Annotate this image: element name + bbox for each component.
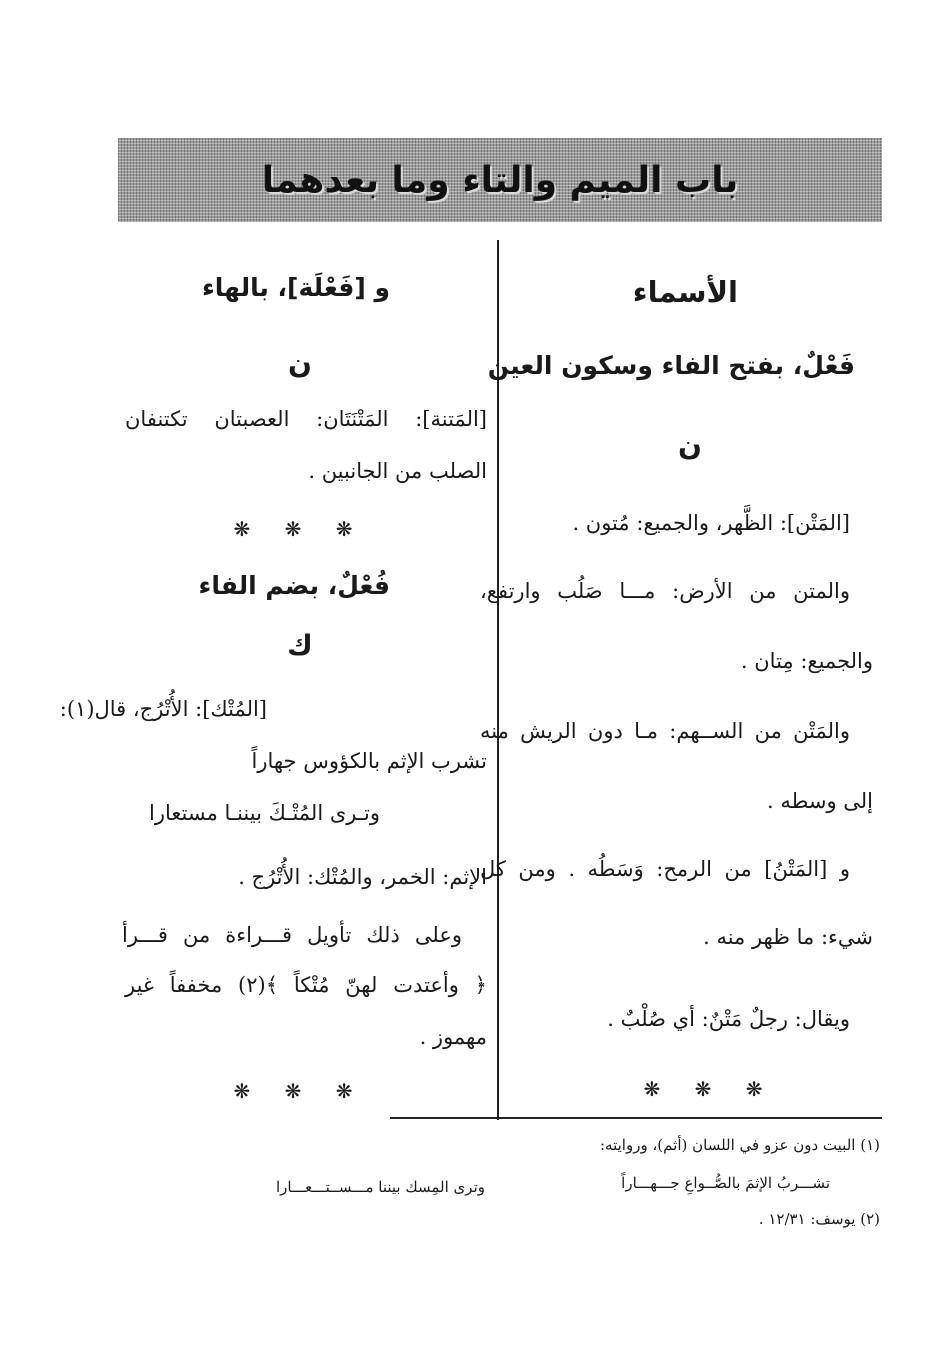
- chapter-banner: [118, 138, 882, 222]
- pattern-heading: فُعْلٌ، بضم الفاء: [198, 571, 390, 600]
- verse-line: تشرب الإثم بالكؤوس جهاراً: [251, 749, 487, 773]
- footnote: (٢) يوسف: ١٢/٣١ .: [758, 1210, 880, 1228]
- verse-line: وتـرى المُتْـكَ بيننـا مستعارا: [149, 801, 380, 825]
- entry-line: والمَتْن من الســهم: مـا دون الريش منه: [480, 719, 850, 743]
- entry-line: الصلب من الجانبين .: [308, 459, 487, 483]
- entry-line: [المُتْك]: الأُتْرُج، قال(١):: [59, 697, 267, 721]
- section-separator: ❋ ❋ ❋: [643, 1077, 777, 1101]
- entry-line: الإثم: الخمر، والمُتْك: الأُتْرُج .: [238, 865, 487, 889]
- entry-line: ﴿ وأعتدت لهنّ مُتْكاً ﴾(٢) مخففاً غير: [125, 973, 487, 997]
- pattern-heading: و [فَعْلَة]، بالهاء: [202, 273, 390, 302]
- section-separator: ❋ ❋ ❋: [233, 1079, 367, 1103]
- entry-line: مهموز .: [419, 1025, 487, 1049]
- letter-heading: ن: [678, 429, 702, 462]
- entry-line: و [المَتْنُ] من الرمح: وَسَطُه . ومن كل: [480, 857, 850, 881]
- entry-line: ويقال: رجلٌ مَتْنٌ: أي صُلْبٌ .: [607, 1007, 850, 1031]
- footnote-rule: [390, 1117, 882, 1119]
- entry-line: والمتن من الأرض: مـــا صَلُب وارتفع،: [480, 579, 850, 603]
- entry-line: وعلى ذلك تأويل قـــراءة من قـــرأ: [122, 923, 462, 947]
- letter-heading: ن: [288, 347, 312, 380]
- chapter-title: باب الميم والتاء وما بعدهما: [261, 159, 739, 201]
- footnote: (١) البيت دون عزو في اللسان (أثم)، وروايته:: [600, 1136, 880, 1154]
- entry-line: [المَتنة]: المَتْنَتَان: العصبتان تكتنفان: [125, 407, 487, 431]
- footnote-verse: وترى المِسك بيننا مـــســتـــعـــارا: [276, 1178, 485, 1196]
- section-heading: الأسماء: [632, 275, 738, 309]
- entry-line: إلى وسطه .: [767, 789, 873, 813]
- pattern-heading: فَعْلٌ، بفتح الفاء وسكون العين: [487, 351, 855, 380]
- entry-line: [المَتْن]: الظَّهر، والجميع: مُتون .: [572, 511, 850, 535]
- entry-line: شيء: ما ظهر منه .: [703, 925, 873, 949]
- entry-line: والجميع: مِتان .: [740, 649, 873, 673]
- footnote-verse: تشـــربُ الإثمَ بالصُّــواعِ جـــهـــاراً: [621, 1174, 830, 1192]
- section-separator: ❋ ❋ ❋: [233, 517, 367, 541]
- letter-heading: ك: [287, 629, 313, 662]
